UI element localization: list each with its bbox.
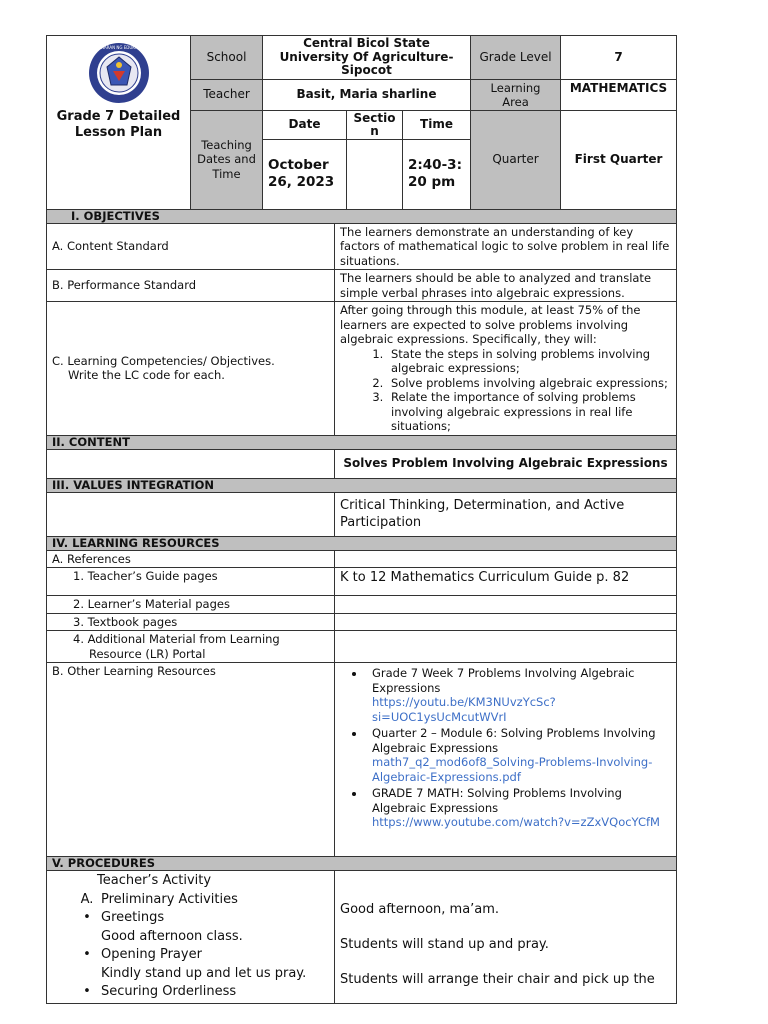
other-resources-list [340, 666, 671, 830]
date-label: Date [263, 110, 347, 139]
section-label: Section [347, 110, 403, 139]
resource-item [366, 786, 671, 830]
area-label: Learning Area [471, 79, 561, 110]
lesson-plan-sheet [46, 35, 676, 1004]
deped-seal-logo [87, 41, 151, 105]
school-label: School [191, 36, 263, 80]
teacher-activity-cell [47, 871, 335, 1004]
teacher-value: Basit, Maria sharline [263, 79, 471, 110]
resource-item [366, 666, 671, 724]
references-empty-cell [335, 550, 677, 568]
resource-link[interactable]: math7_q2_mod6of8_Solving-Problems-Involving-Algebraic-Expressions.pdf [372, 755, 653, 784]
resource-title: • Quarter 2 – Module 6: Solving Problems Involving Algebraic Expressions [372, 726, 656, 755]
content-heading: II. CONTENT [47, 435, 677, 449]
competency-item: 3. Relate the importance of solving problems involving algebraic expressions in real life situations; [387, 390, 671, 434]
resource-title: • GRADE 7 MATH: Solving Problems Involving Algebraic Expressions [372, 786, 622, 815]
section-value [347, 139, 403, 209]
procedures-heading: V. PROCEDURES [47, 857, 677, 871]
teacher-activity-heading: Teacher’s Activity [97, 873, 212, 888]
header-table [46, 35, 677, 210]
resource-link[interactable]: https://youtu.be/KM3NUvzYcSc?si=UOC1ysUcMcutWVrI [372, 695, 556, 724]
bullet-icon: • [83, 947, 91, 962]
content-standard-label: A. Content Standard [47, 223, 335, 270]
grade-value: 7 [561, 36, 677, 80]
competency-list [340, 347, 671, 434]
student-response-2: Students will stand up and pray. [340, 937, 549, 952]
learners-material-value [335, 596, 677, 614]
textbook-value [335, 613, 677, 631]
quarter-label: Quarter [471, 110, 561, 209]
other-resources-label: B. Other Learning Resources [47, 663, 335, 857]
resources-heading: IV. LEARNING RESOURCES [47, 536, 677, 550]
lesson-plan-title: Grade 7 Detailed Lesson Plan [56, 109, 181, 140]
resource-item [366, 726, 671, 784]
teachers-guide-label: 1. Teacher’s Guide pages [47, 568, 335, 596]
textbook-label: 3. Textbook pages [47, 613, 335, 631]
prelim-label: Preliminary Activities [101, 891, 238, 907]
student-response-1: Good afternoon, ma’am. [340, 902, 500, 917]
orderliness-label: Securing Orderliness [101, 984, 237, 999]
references-label: A. References [47, 550, 335, 568]
competency-item: 2. Solve problems involving algebraic expressions; [387, 376, 671, 391]
resource-link[interactable]: https://www.youtube.com/watch?v=zZxVQocYCfM [372, 815, 660, 829]
teachers-guide-value: K to 12 Mathematics Curriculum Guide p. 82 [335, 568, 677, 596]
area-value: MATHEMATICS [561, 79, 677, 110]
time-label: Time [403, 110, 471, 139]
objectives-heading: I. OBJECTIVES [47, 209, 677, 223]
student-activity-cell [335, 871, 677, 1004]
greetings-label: Greetings [101, 910, 165, 925]
additional-material-value [335, 631, 677, 663]
prayer-item [51, 946, 329, 965]
competency-item: 1. State the steps in solving problems involving algebraic expressions; [387, 347, 671, 376]
quarter-value: First Quarter [561, 110, 677, 209]
competency-label-line-1: C. Learning Competencies/ Objectives. [52, 353, 275, 368]
prayer-label: Opening Prayer [101, 947, 202, 962]
prayer-line: Kindly stand up and let us pray. [101, 965, 307, 981]
greeting-line: Good afternoon class. [101, 928, 243, 944]
greetings-item [51, 909, 329, 928]
date-value: October 26, 2023 [263, 139, 347, 209]
student-response-3: Students will arrange their chair and pick up the [340, 972, 655, 987]
orderliness-item [51, 983, 329, 1002]
values-text: Critical Thinking, Determination, and Active Participation [335, 492, 677, 536]
additional-material-label [47, 631, 335, 663]
title-cell [47, 36, 191, 210]
content-standard-text: The learners demonstrate an understanding of key factors of mathematical logic to solve problem in real life situations. [335, 223, 677, 270]
competency-text [335, 302, 677, 436]
competency-intro: After going through this module, at least 75% of the learners are expected to solve problems involving algebraic expressions. Specifically, they will: [340, 303, 641, 346]
school-value: Central Bicol State University Of Agriculture- Sipocot [263, 36, 471, 80]
performance-standard-text: The learners should be able to analyzed and translate simple verbal phrases into algebraic expressions. [335, 270, 677, 302]
competency-label [47, 302, 335, 436]
body-table [46, 209, 677, 1004]
grade-label: Grade Level [471, 36, 561, 80]
additional-material-line-1: 4. Additional Material from Learning [73, 632, 280, 646]
teacher-label: Teacher [191, 79, 263, 110]
dates-label: Teaching Dates and Time [191, 110, 263, 209]
prelim-marker: A. [80, 891, 94, 907]
other-resources-list-cell [335, 663, 677, 857]
learners-material-label: 2. Learner’s Material pages [47, 596, 335, 614]
svg-text:KAGAWARAN NG EDUKASYON: KAGAWARAN NG EDUKASYON [88, 45, 149, 50]
competency-label-line-2: Write the LC code for each. [68, 368, 225, 383]
performance-standard-label: B. Performance Standard [47, 270, 335, 302]
bullet-icon: • [83, 910, 91, 925]
prelim-activities [51, 891, 329, 910]
content-text: Solves Problem Involving Algebraic Expressions [335, 449, 677, 478]
values-empty-cell [47, 492, 335, 536]
additional-material-line-2: Resource (LR) Portal [89, 646, 206, 661]
content-empty-cell [47, 449, 335, 478]
time-value: 2:40-3:20 pm [403, 139, 471, 209]
bullet-icon: • [83, 984, 91, 999]
values-heading: III. VALUES INTEGRATION [47, 478, 677, 492]
resource-title: • Grade 7 Week 7 Problems Involving Algebraic Expressions [372, 666, 635, 695]
